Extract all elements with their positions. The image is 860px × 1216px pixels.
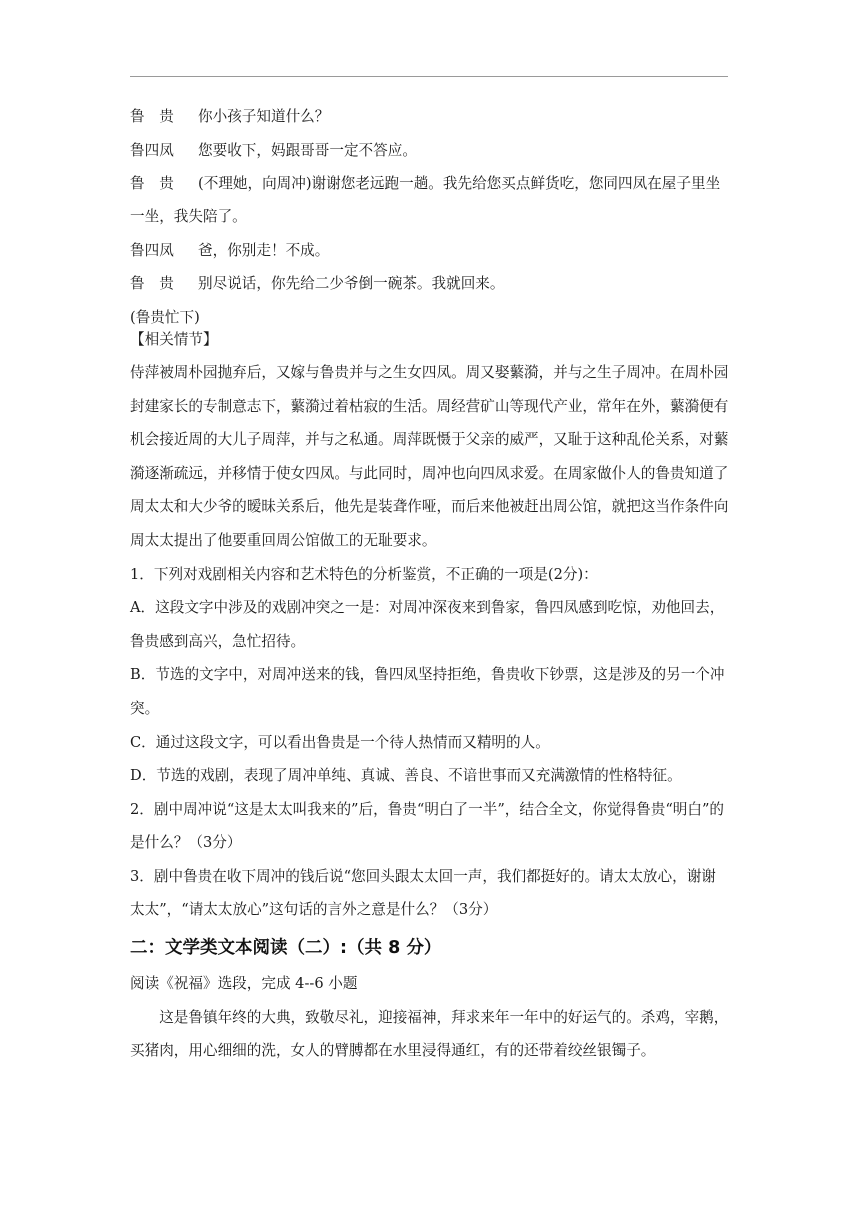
question-3: 3．剧中鲁贵在收下周冲的钱后说“您回头跟太太回一声，我们都挺好的。请太太放心，谢谢太太”，“请太太放心”这句话的言外之意是什么？（3分） xyxy=(130,867,716,919)
dialogue-line xyxy=(130,273,730,295)
dialogue-text: 您要收下，妈跟哥哥一定不答应。 xyxy=(198,141,417,159)
speaker-name: 鲁 贵 xyxy=(130,275,174,293)
speaker-name: 鲁 贵 xyxy=(130,174,174,192)
question-stem: 1．下列对戏剧相关内容和艺术特色的分析鉴赏，不正确的一项是(2分)： xyxy=(130,565,598,583)
answer-option: A．这段文字中涉及的戏剧冲突之一是：对周冲深夜来到鲁家，鲁四凤感到吃惊，劝他回去，鲁贵感到高兴，急忙招待。 xyxy=(130,599,725,650)
dialogue-line xyxy=(130,240,730,262)
related-plot-text: 侍萍被周朴园抛弃后，又嫁与鲁贵并与之生女四凤。周又娶蘩漪，并与之生子周冲。在周朴园封建家长的专制意志下，蘩漪过着枯寂的生活。周经营矿山等现代产业，常年在外，蘩漪便有机会接近周的大儿子周萍，并与之私通。周萍既慑于父亲的威严，又耻于这种乱伦关系，对蘩漪逐渐疏远，并移情于使女四凤。与此同时，周冲也向四凤求爱。在周家做仆人的鲁贵知道了周太太和大少爷的暧昧关系后，他先是装聋作哑，而后来他被赶出周公馆，就把这当作条件向周太太提出了他要重回周公馆做工的无耻要求。 xyxy=(130,363,729,549)
answer-option: D．节选的戏剧，表现了周冲单纯、真诚、善良、不谙世事而又充满激情的性格特征。 xyxy=(130,767,682,785)
stage-direction: (鲁贵忙下) xyxy=(130,308,200,326)
answer-option: B．节选的文字中，对周冲送来的钱，鲁四凤坚持拒绝，鲁贵收下钞票，这是涉及的另一个冲突。 xyxy=(130,666,725,717)
section-intro: 阅读《祝福》选段，完成 4--6 小题 xyxy=(130,975,358,993)
section-heading: 二：文学类文本阅读（二）:（共 8 分） xyxy=(130,938,442,959)
dialogue-line xyxy=(130,140,730,162)
speaker-name: 鲁四凤 xyxy=(130,141,174,159)
dialogue-line xyxy=(130,167,730,234)
question-2: 2．剧中周冲说“这是太太叫我来的”后，鲁贵“明白了一半”，结合全文，你觉得鲁贵“明白”的是什么？（3分） xyxy=(130,800,725,852)
dialogue-block xyxy=(130,106,730,329)
speaker-name: 鲁四凤 xyxy=(130,241,174,259)
dialogue-text: 你小孩子知道什么？ xyxy=(198,108,330,125)
related-plot-heading: 【相关情节】 xyxy=(130,330,218,348)
dialogue-text: 爸，你别走！不成。 xyxy=(198,241,330,259)
header-rule xyxy=(130,76,728,77)
passage-paragraph: 这是鲁镇年终的大典，致敬尽礼，迎接福神，拜求来年一年中的好运气的。杀鸡，宰鹅，买猪肉，用心细细的洗，女人的臂膊都在水里浸得通红，有的还带着绞丝银镯子。 xyxy=(130,1008,729,1060)
dialogue-text: (不理她，向周冲)谢谢您老远跑一趟。我先给您买点鲜货吃，您同四凤在屋子里坐一坐，我失陪了。 xyxy=(130,174,721,226)
speaker-name: 鲁 贵 xyxy=(130,108,174,125)
dialogue-line xyxy=(130,106,730,128)
answer-option: C．通过这段文字，可以看出鲁贵是一个待人热情而又精明的人。 xyxy=(130,733,550,751)
question-1 xyxy=(130,558,730,793)
document-body xyxy=(130,106,730,1068)
dialogue-text: 别尽说话，你先给二少爷倒一碗茶。我就回来。 xyxy=(198,275,505,293)
